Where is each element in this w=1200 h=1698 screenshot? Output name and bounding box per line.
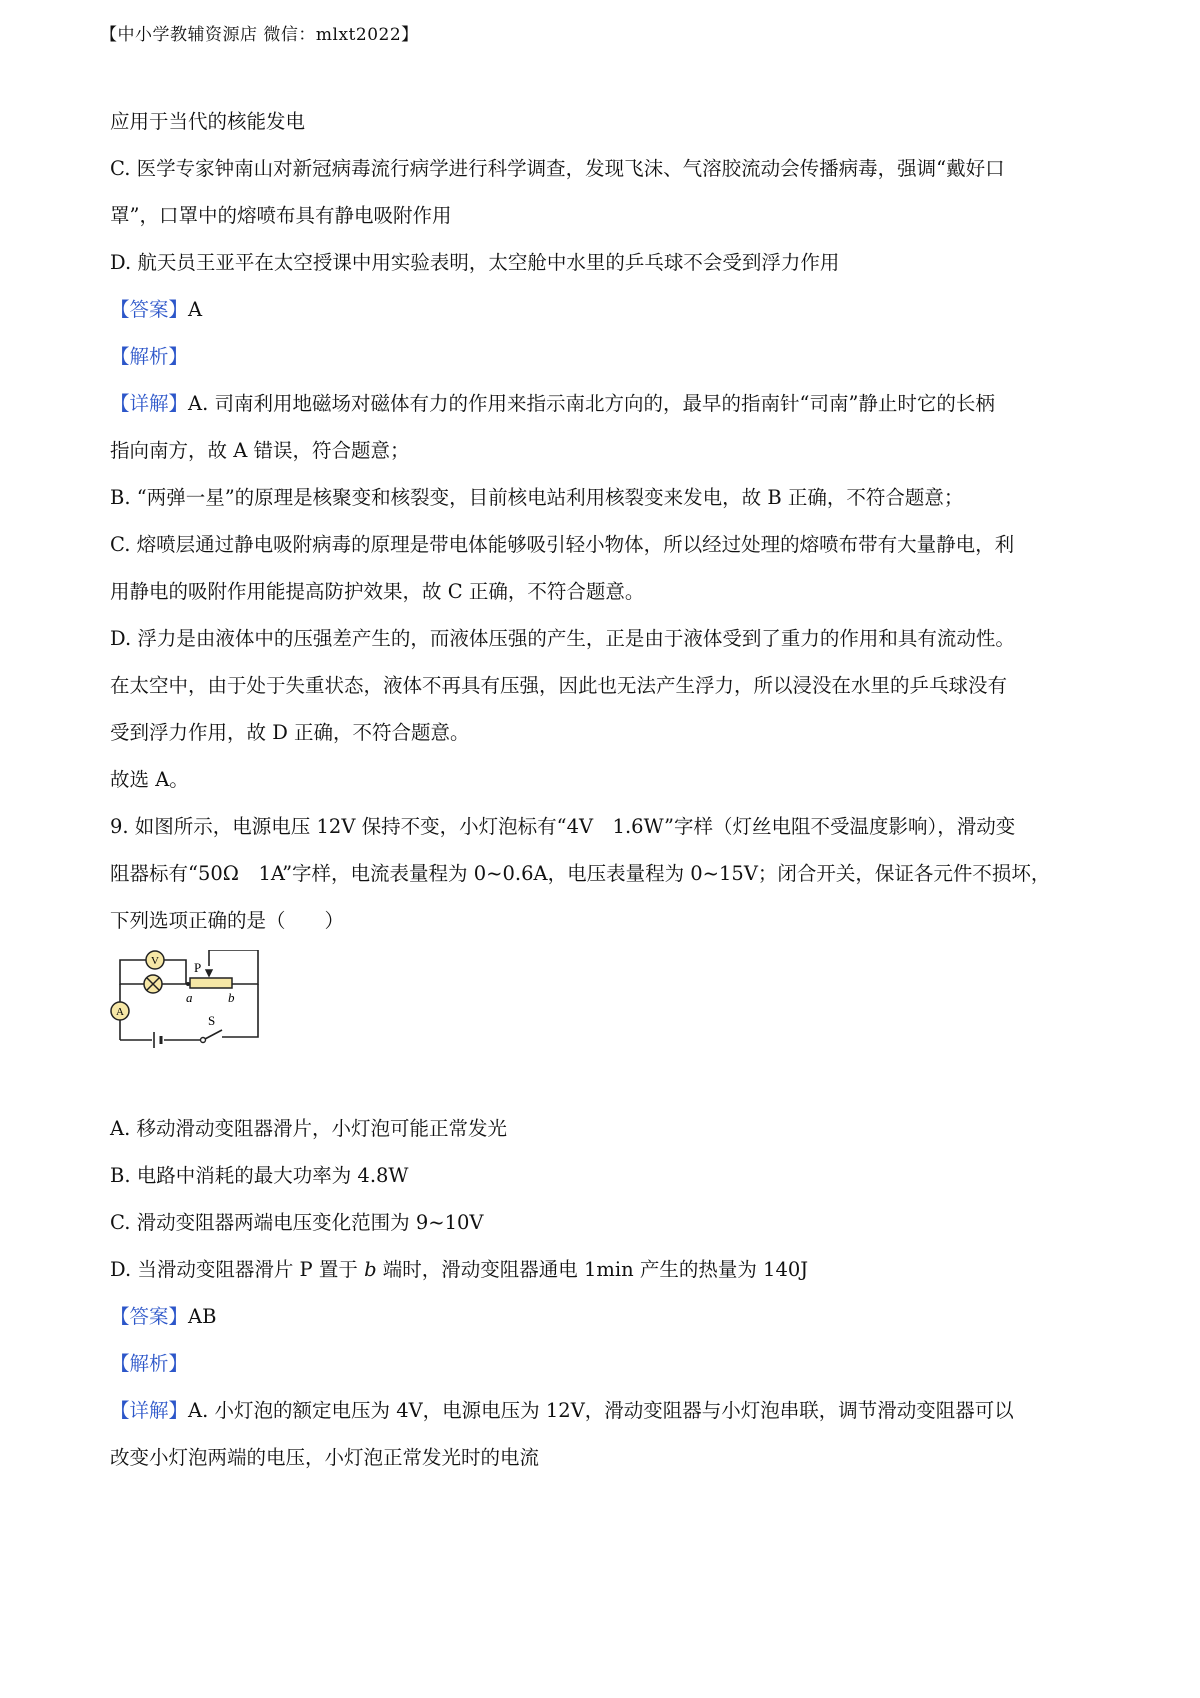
document-body (110, 98, 1110, 944)
detail-line: 用静电的吸附作用能提高防护效果，故 C 正确，不符合题意。 (110, 580, 645, 603)
detail-line: B. “两弹一星”的原理是核聚变和核裂变，目前核电站利用核裂变来发电，故 B 正确，不符合题意； (110, 486, 964, 509)
question-line: 阻器标有“50Ω 1A”字样，电流表量程为 0~0.6A，电压表量程为 0~15V；闭合开关，保证各元件不损坏， (110, 862, 1051, 885)
option-d-var: b (364, 1258, 377, 1281)
detail-line (110, 1387, 1110, 1434)
detail-text: A. 小灯泡的额定电压为 4V，电源电压为 12V，滑动变阻器与小灯泡串联，调节滑动变阻器可以 (188, 1399, 1014, 1422)
answer-line (110, 1293, 1110, 1340)
end-a-label: a (186, 990, 193, 1005)
option-a: A. 移动滑动变阻器滑片，小灯泡可能正常发光 (110, 1117, 507, 1140)
option-d-post: 端时，滑动变阻器通电 1min 产生的热量为 140J (376, 1258, 809, 1281)
option-d-line: D. 航天员王亚平在太空授课中用实验表明，太空舱中水里的乒乓球不会受到浮力作用 (110, 251, 840, 274)
voltmeter-label: V (151, 955, 159, 967)
detail-label: 【详解】 (110, 1399, 189, 1422)
analysis-label: 【解析】 (110, 1352, 189, 1375)
option-d-pre: D. 当滑动变阻器滑片 P 置于 (110, 1258, 365, 1281)
detail-line: 改变小灯泡两端的电压，小灯泡正常发光时的电流 (110, 1446, 540, 1469)
detail-text: A. 司南利用地磁场对磁体有力的作用来指示南北方向的，最早的指南针“司南”静止时它的长柄 (188, 392, 995, 415)
conclusion-line: 故选 A。 (110, 768, 189, 791)
detail-line: 在太空中，由于处于失重状态，液体不再具有压强，因此也无法产生浮力，所以浸没在水里的乒乓球没有 (110, 674, 1008, 697)
option-c: C. 滑动变阻器两端电压变化范围为 9~10V (110, 1211, 484, 1234)
answer-label: 【答案】 (110, 1305, 189, 1328)
lamp (144, 975, 162, 993)
question-line: 下列选项正确的是（ ） (110, 909, 345, 932)
detail-line: 受到浮力作用，故 D 正确，不符合题意。 (110, 721, 470, 744)
detail-line (110, 380, 1110, 427)
ammeter-label: A (116, 1006, 124, 1018)
answer-label: 【答案】 (110, 298, 189, 321)
option-d (110, 1246, 1110, 1293)
detail-line: D. 浮力是由液体中的压强差产生的，而液体压强的产生，正是由于液体受到了重力的作用和具有流动性。 (110, 627, 1015, 650)
answer-value: A (188, 298, 203, 321)
battery (154, 1032, 161, 1048)
circuit-diagram (108, 950, 288, 1090)
switch (201, 1030, 223, 1043)
detail-line: 指向南方，故 A 错误，符合题意； (110, 439, 410, 462)
question-line: 9. 如图所示，电源电压 12V 保持不变，小灯泡标有“4V 1.6W”字样（灯丝电阻不受温度影响），滑动变 (110, 815, 1016, 838)
option-c-line-1: C. 医学专家钟南山对新冠病毒流行病学进行科学调查，发现飞沫、气溶胶流动会传播病毒，强调“戴好口 (110, 157, 1005, 180)
slider-label: P (194, 960, 202, 975)
switch-label: S (208, 1013, 216, 1028)
option-b: B. 电路中消耗的最大功率为 4.8W (110, 1164, 409, 1187)
detail-label: 【详解】 (110, 392, 189, 415)
slider-arrow (206, 970, 212, 976)
end-b-label: b (228, 990, 235, 1005)
rheostat (190, 978, 232, 988)
detail-line: C. 熔喷层通过静电吸附病毒的原理是带电体能够吸引轻小物体，所以经过处理的熔喷布带有大量静电，利 (110, 533, 1015, 556)
text-line: 应用于当代的核能发电 (110, 110, 306, 133)
option-c-line-2: 罩”，口罩中的熔喷布具有静电吸附作用 (110, 204, 452, 227)
answer-line (110, 286, 1110, 333)
answer-value: AB (188, 1305, 217, 1328)
page-header: 【中小学教辅资源店 微信：mlxt2022】 (100, 25, 419, 45)
analysis-label: 【解析】 (110, 345, 189, 368)
options-block (110, 1105, 1110, 1481)
